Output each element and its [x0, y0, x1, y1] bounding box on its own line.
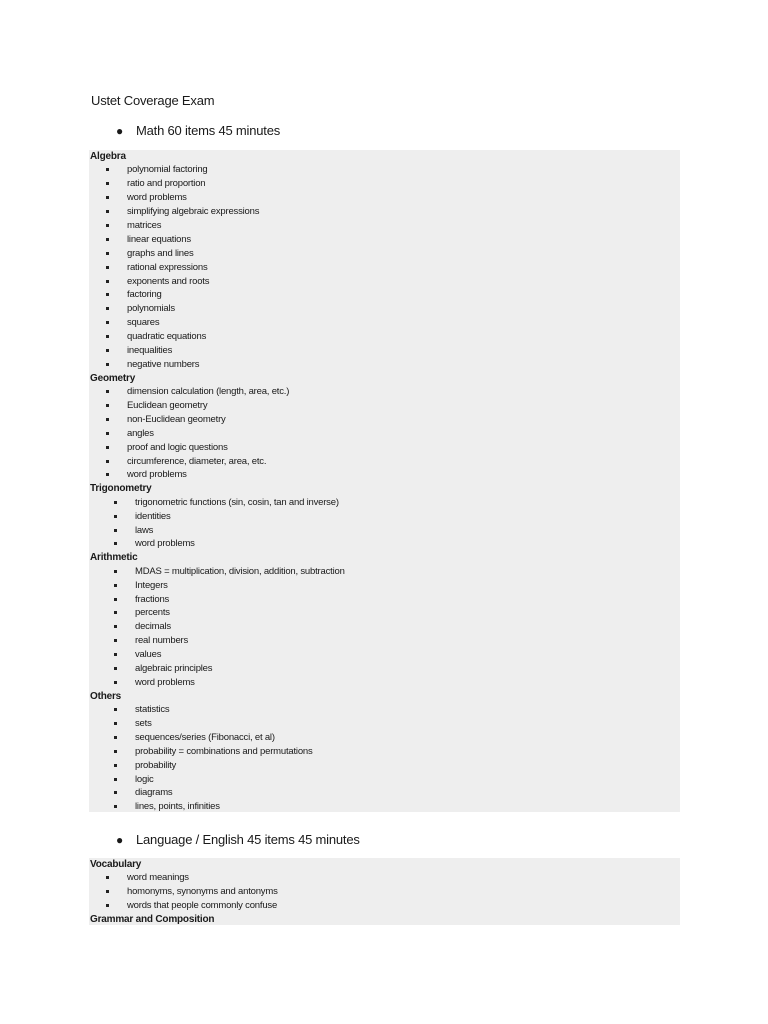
square-bullet-icon [106, 252, 109, 255]
square-bullet-icon [106, 280, 109, 283]
list-item: fractions [89, 593, 680, 607]
square-bullet-icon [106, 876, 109, 879]
list-item: word problems [89, 537, 680, 551]
square-bullet-icon [114, 722, 117, 725]
square-bullet-icon [114, 584, 117, 587]
list-item: logic [89, 773, 680, 787]
list-item: quadratic equations [89, 330, 680, 344]
square-bullet-icon [106, 460, 109, 463]
square-bullet-icon [106, 446, 109, 449]
list-item: MDAS = multiplication, division, addition, subtraction [89, 565, 680, 579]
bullet-icon: ● [116, 833, 124, 847]
math-heading-text: Math 60 items 45 minutes [136, 123, 281, 138]
square-bullet-icon [114, 529, 117, 532]
list-item: exponents and roots [89, 275, 680, 289]
list-item: identities [89, 510, 680, 524]
english-heading-text: Language / English 45 items 45 minutes [136, 832, 360, 847]
list-item: rational expressions [89, 261, 680, 275]
square-bullet-icon [114, 570, 117, 573]
list-item: ratio and proportion [89, 177, 680, 191]
list-item: matrices [89, 219, 680, 233]
square-bullet-icon [106, 168, 109, 171]
section-heading-grammar-and-composition: Grammar and Composition [90, 914, 215, 925]
list-item: values [89, 648, 680, 662]
square-bullet-icon [106, 321, 109, 324]
list-item: real numbers [89, 634, 680, 648]
list-item: diagrams [89, 786, 680, 800]
list-item: simplifying algebraic expressions [89, 205, 680, 219]
square-bullet-icon [106, 904, 109, 907]
square-bullet-icon [106, 196, 109, 199]
square-bullet-icon [114, 667, 117, 670]
list-item: graphs and lines [89, 247, 680, 261]
list-item: statistics [89, 703, 680, 717]
square-bullet-icon [106, 293, 109, 296]
square-bullet-icon [106, 335, 109, 338]
square-bullet-icon [114, 764, 117, 767]
bullet-icon: ● [116, 124, 124, 138]
square-bullet-icon [106, 349, 109, 352]
list-item: percents [89, 606, 680, 620]
list-item: lines, points, infinities [89, 800, 680, 812]
math-heading [116, 123, 280, 138]
page-title: Ustet Coverage Exam [91, 93, 215, 108]
square-bullet-icon [114, 611, 117, 614]
list-item: sequences/series (Fibonacci, et al) [89, 731, 680, 745]
list-item: word problems [89, 676, 680, 690]
square-bullet-icon [114, 501, 117, 504]
english-heading [116, 832, 360, 847]
list-item: decimals [89, 620, 680, 634]
list-item: inequalities [89, 344, 680, 358]
square-bullet-icon [106, 210, 109, 213]
list-item: angles [89, 427, 680, 441]
list-item: probability [89, 759, 680, 773]
section-heading-geometry: Geometry [90, 372, 136, 384]
square-bullet-icon [106, 363, 109, 366]
list-item: non-Euclidean geometry [89, 413, 680, 427]
square-bullet-icon [106, 432, 109, 435]
square-bullet-icon [106, 238, 109, 241]
square-bullet-icon [114, 639, 117, 642]
english-topics-panel [89, 858, 680, 925]
list-item: probability = combinations and permutations [89, 745, 680, 759]
list-item: word problems [89, 468, 680, 482]
list-item: polynomial factoring [89, 163, 680, 177]
list-item: sets [89, 717, 680, 731]
list-item: Integers [89, 579, 680, 593]
list-item: proof and logic questions [89, 441, 680, 455]
square-bullet-icon [114, 598, 117, 601]
list-item: factoring [89, 288, 680, 302]
square-bullet-icon [114, 515, 117, 518]
list-item: word meanings [89, 871, 680, 885]
list-item: algebraic principles [89, 662, 680, 676]
square-bullet-icon [114, 653, 117, 656]
list-item: linear equations [89, 233, 680, 247]
list-item: words that people commonly confuse [89, 899, 680, 913]
list-item: word problems [89, 191, 680, 205]
square-bullet-icon [106, 266, 109, 269]
list-item: dimension calculation (length, area, etc.) [89, 385, 680, 399]
section-heading-algebra: Algebra [90, 151, 126, 162]
square-bullet-icon [114, 625, 117, 628]
square-bullet-icon [106, 307, 109, 310]
list-item: trigonometric functions (sin, cosin, tan and inverse) [89, 496, 680, 510]
square-bullet-icon [114, 542, 117, 545]
math-topics-panel [89, 150, 680, 812]
section-heading-trigonometry: Trigonometry [90, 483, 152, 495]
square-bullet-icon [114, 778, 117, 781]
square-bullet-icon [106, 890, 109, 893]
square-bullet-icon [114, 791, 117, 794]
square-bullet-icon [106, 224, 109, 227]
square-bullet-icon [114, 750, 117, 753]
square-bullet-icon [114, 681, 117, 684]
list-item: squares [89, 316, 680, 330]
section-heading-vocabulary: Vocabulary [90, 859, 142, 870]
square-bullet-icon [106, 390, 109, 393]
square-bullet-icon [106, 404, 109, 407]
list-item: Euclidean geometry [89, 399, 680, 413]
section-heading-others: Others [90, 690, 122, 702]
square-bullet-icon [114, 708, 117, 711]
square-bullet-icon [106, 473, 109, 476]
square-bullet-icon [106, 182, 109, 185]
square-bullet-icon [114, 805, 117, 808]
list-item: polynomials [89, 302, 680, 316]
list-item: laws [89, 524, 680, 538]
list-item: negative numbers [89, 358, 680, 372]
square-bullet-icon [114, 736, 117, 739]
square-bullet-icon [106, 418, 109, 421]
list-item: homonyms, synonyms and antonyms [89, 885, 680, 899]
list-item: circumference, diameter, area, etc. [89, 455, 680, 469]
section-heading-arithmetic: Arithmetic [90, 552, 138, 564]
